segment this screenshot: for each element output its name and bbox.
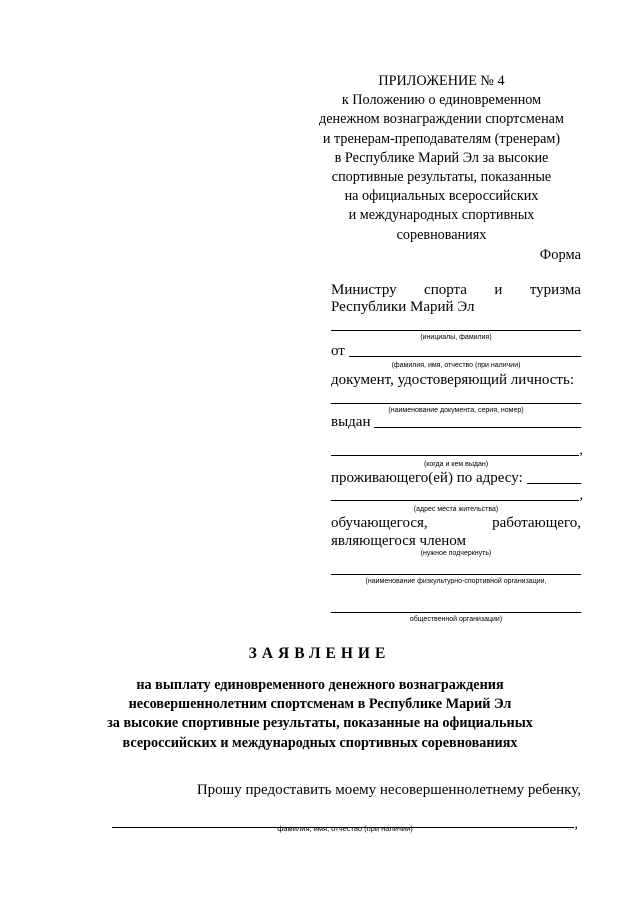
child-name-caption: фамилия, имя, отчество (при наличии)	[277, 824, 413, 833]
subtitle-line: несовершеннолетним спортсменам в Республике Марий Эл	[128, 696, 512, 713]
appendix-header	[290, 72, 593, 245]
recipient-word: Министру	[331, 282, 397, 298]
address-label: проживающего(ей) по адресу:	[331, 470, 523, 486]
appendix-line: соревнованиях	[396, 226, 487, 243]
from-label: от	[331, 343, 345, 359]
appendix-line: на официальных всероссийских	[344, 188, 539, 205]
appendix-line: ПРИЛОЖЕНИЕ № 4	[378, 73, 505, 89]
recipient-word: спорта	[424, 282, 467, 298]
address-caption: (адрес места жительства)	[413, 506, 499, 513]
request-text: Прошу предоставить моему несовершеннолетнему ребенку,	[196, 782, 581, 798]
identity-doc-field[interactable]	[331, 403, 581, 404]
sports-org-field[interactable]	[331, 574, 581, 575]
initials-field[interactable]	[331, 330, 581, 331]
form-label: Форма	[539, 247, 581, 263]
identity-doc-label: документ, удостоверяющий личность:	[331, 372, 574, 388]
fio-caption: (фамилия, имя, отчество (при наличии)	[391, 362, 521, 369]
address-continuation-field[interactable]	[331, 500, 579, 501]
status-row	[331, 515, 581, 532]
appendix-line: спортивные результаты, показанные	[331, 169, 552, 186]
recipient-minister-line	[331, 282, 581, 299]
appendix-line: в Республике Марий Эл за высокие	[334, 149, 549, 166]
comma: ,	[579, 443, 583, 458]
recipient-word: туризма	[529, 282, 581, 298]
address-row	[331, 470, 581, 487]
recipient-republic: Республики Марий Эл	[331, 299, 475, 315]
comma: ,	[574, 817, 578, 832]
subtitle-line: за высокие спортивные результаты, показанные на официальных	[107, 715, 533, 732]
issued-row	[331, 414, 581, 431]
issued-label: выдан	[331, 414, 371, 430]
initials-caption: (инициалы, фамилия)	[420, 334, 492, 341]
public-org-field[interactable]	[331, 612, 581, 613]
identity-doc-caption: (наименование документа, серия, номер)	[388, 407, 524, 414]
recipient-word: и	[494, 282, 503, 298]
status-member[interactable]: являющегося членом	[331, 533, 466, 549]
sports-org-caption: (наименование физкультурно-спортивной организации,	[365, 578, 547, 585]
document-title: ЗАЯВЛЕНИЕ	[248, 645, 391, 662]
from-row	[331, 343, 581, 360]
appendix-line: и тренерам-преподавателям (тренерам)	[322, 130, 561, 147]
issued-caption: (когда и кем выдан)	[423, 461, 489, 468]
subtitle-line: на выплату единовременного денежного вознаграждения	[136, 677, 504, 693]
public-org-caption: общественной организации)	[409, 616, 503, 623]
appendix-line: и международных спортивных	[348, 207, 535, 224]
issued-continuation-row	[331, 443, 583, 459]
underline-caption: (нужное подчеркнуть)	[420, 550, 492, 557]
address-field[interactable]	[527, 483, 581, 484]
comma: ,	[579, 488, 583, 503]
issued-field[interactable]	[374, 427, 581, 428]
document-subtitle	[95, 676, 545, 753]
subtitle-line: всероссийских и международных спортивных соревнованиях	[122, 734, 518, 751]
issued-continuation-field[interactable]	[331, 455, 579, 456]
status-studying[interactable]: обучающегося,	[331, 515, 428, 531]
appendix-line: к Положению о единовременном	[341, 92, 542, 109]
appendix-line: денежном вознаграждении спортсменам	[319, 111, 564, 128]
status-working[interactable]: работающего,	[492, 515, 581, 531]
from-field[interactable]	[349, 356, 581, 357]
address-continuation-row	[331, 488, 583, 504]
